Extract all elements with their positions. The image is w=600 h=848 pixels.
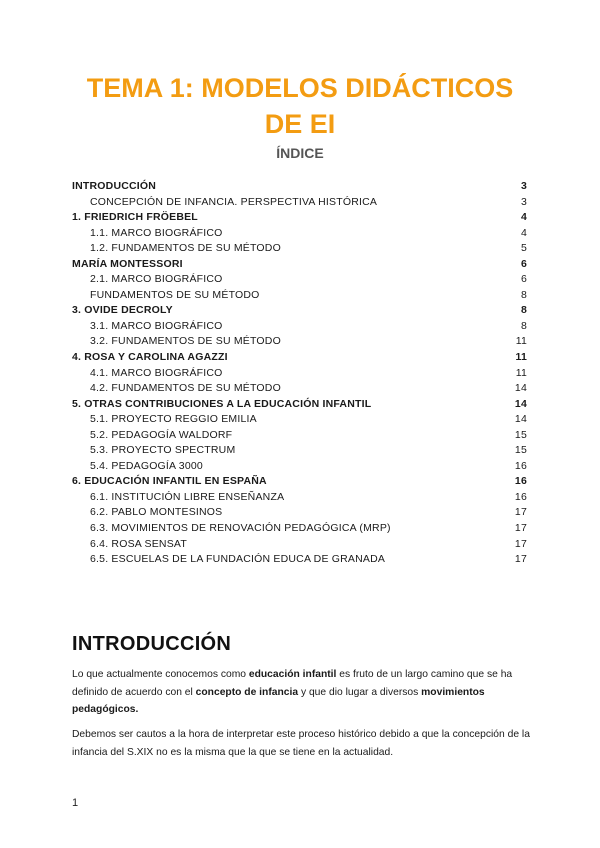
toc-entry[interactable] [72,367,527,383]
text: y que dio lugar a diversos [298,686,422,698]
toc-entry-page: 15 [514,428,527,441]
toc-entry[interactable] [72,382,527,398]
toc-entry-page: 4 [520,211,527,224]
bold-term: concepto de infancia [195,686,299,698]
toc-entry-label: 2.1. MARCO BIOGRÁFICO [90,273,223,286]
table-of-contents [72,180,527,569]
section-heading: INTRODUCCIÓN [72,633,232,655]
toc-entry-label: 1.2. FUNDAMENTOS DE SU MÉTODO [90,242,281,255]
toc-entry-label: 5.2. PEDAGOGÍA WALDORF [90,428,233,441]
toc-entry-label: 5.4. PEDAGOGÍA 3000 [90,459,203,472]
toc-entry-page: 15 [514,444,527,457]
toc-entry-label: 4.2. FUNDAMENTOS DE SU MÉTODO [90,382,281,395]
toc-entry-page: 8 [520,288,527,301]
toc-entry-page: 17 [514,522,527,535]
toc-entry-label: 4.1. MARCO BIOGRÁFICO [90,366,223,379]
toc-entry-page: 5 [520,242,527,255]
toc-entry-label: 6.4. ROSA SENSAT [90,537,187,550]
intro-paragraph-1 [72,666,532,719]
toc-entry-page: 17 [514,537,527,550]
toc-entry-label: 1.1. MARCO BIOGRÁFICO [90,226,223,239]
toc-entry-page: 17 [514,506,527,519]
toc-entry-page: 16 [514,490,527,503]
toc-entry[interactable] [72,304,527,320]
toc-entry-label: 4. ROSA Y CAROLINA AGAZZI [72,351,228,364]
bold-term: movimientos pedagógicos. [72,686,485,715]
toc-entry[interactable] [72,460,527,476]
toc-entry[interactable] [72,491,527,507]
toc-entry-page: 16 [514,475,527,488]
text: Lo que actualmente conocemos como [72,669,249,680]
toc-entry-label: 6.3. MOVIMIENTOS DE RENOVACIÓN PEDAGÓGICA (MRP) [90,522,391,535]
toc-entry-label: 3.1. MARCO BIOGRÁFICO [90,319,223,332]
toc-entry-label: 3.2. FUNDAMENTOS DE SU MÉTODO [90,335,281,348]
toc-entry-page: 14 [514,413,527,426]
toc-entry[interactable] [72,413,527,429]
toc-entry[interactable] [72,429,527,445]
toc-entry[interactable] [72,538,527,554]
toc-entry-page: 11 [515,351,527,364]
toc-entry-page: 16 [514,459,527,472]
toc-entry-page: 6 [520,257,527,270]
toc-entry[interactable] [72,506,527,522]
toc-entry-label: MARÍA MONTESSORI [72,257,183,270]
toc-entry-page: 3 [520,180,527,192]
text: es fruto de un largo camino que se ha definido de acuerdo con el [72,669,513,698]
toc-entry-page: 11 [515,335,527,348]
toc-entry-label: 5. OTRAS CONTRIBUCIONES A LA EDUCACIÓN INFANTIL [72,397,372,410]
toc-entry[interactable] [72,211,527,227]
toc-entry-page: 4 [520,226,527,239]
toc-entry[interactable] [72,289,527,305]
toc-entry[interactable] [72,196,527,212]
toc-entry-label: 5.3. PROYECTO SPECTRUM [90,444,236,457]
toc-entry-page: 8 [520,319,527,332]
toc-entry[interactable] [72,227,527,243]
toc-entry-page: 14 [514,397,527,410]
title-line-1: TEMA 1: MODELOS DIDÁCTICOS [86,73,514,103]
toc-entry-page: 14 [514,382,527,395]
toc-entry[interactable] [72,242,527,258]
toc-entry-label: 3. OVIDE DECROLY [72,304,173,317]
toc-entry-label: 6.1. INSTITUCIÓN LIBRE ENSEÑANZA [90,490,285,503]
toc-entry[interactable] [72,335,527,351]
toc-entry-label: INTRODUCCIÓN [72,180,157,192]
page-number: 1 [72,797,79,809]
document-title [0,70,600,142]
bold-term: educación infantil [248,669,337,680]
toc-entry[interactable] [72,351,527,367]
toc-entry-label: 6.2. PABLO MONTESINOS [90,506,223,519]
toc-entry-page: 11 [515,366,527,379]
toc-entry[interactable] [72,444,527,460]
toc-entry[interactable] [72,522,527,538]
toc-entry[interactable] [72,273,527,289]
toc-entry-page: 6 [520,273,527,286]
toc-entry-label: 1. FRIEDRICH FRÖEBEL [72,211,198,224]
toc-entry-label: FUNDAMENTOS DE SU MÉTODO [90,288,260,301]
toc-entry-label: CONCEPCIÓN DE INFANCIA. PERSPECTIVA HISTÓRICA [90,195,378,208]
toc-entry-label: 6.5. ESCUELAS DE LA FUNDACIÓN EDUCA DE GRANADA [90,553,386,566]
toc-entry[interactable] [72,475,527,491]
toc-entry[interactable] [72,180,527,196]
index-heading: ÍNDICE [276,145,324,161]
toc-entry[interactable] [72,398,527,414]
toc-entry-label: 5.1. PROYECTO REGGIO EMILIA [90,413,257,426]
toc-entry-page: 17 [514,553,527,566]
toc-entry[interactable] [72,258,527,274]
intro-paragraph-2: Debemos ser cautos a la hora de interpretar este proceso histórico debido a que la concepción de la infancia del S.XIX no es la misma que la que se tiene en la actualidad. [72,729,530,758]
toc-entry-page: 3 [520,195,527,208]
toc-entry-page: 8 [520,304,527,317]
toc-entry-label: 6. EDUCACIÓN INFANTIL EN ESPAÑA [72,475,267,488]
toc-entry[interactable] [72,553,527,569]
toc-entry[interactable] [72,320,527,336]
title-line-2: DE EI [264,109,336,139]
